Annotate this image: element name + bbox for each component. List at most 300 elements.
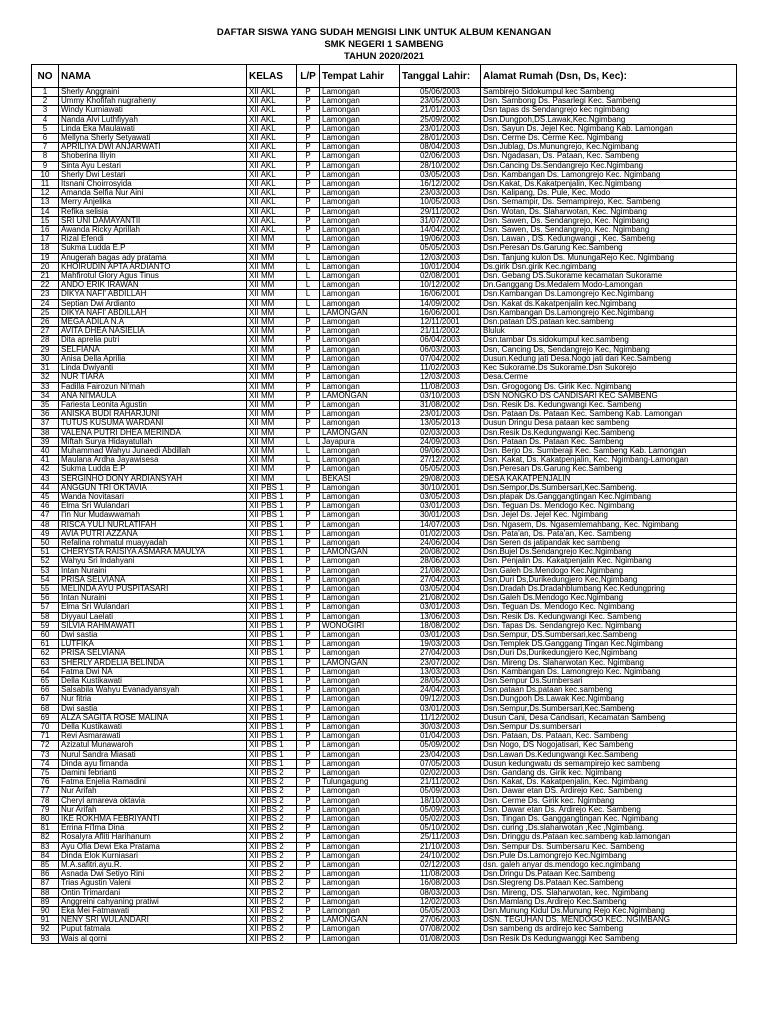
cell-kelas: XII PBS 1 [247,548,297,557]
cell-alamat: Dsn.Pule Ds.Lamongrejo Kec.Ngimbang [481,851,737,860]
cell-lp: P [297,566,320,575]
cell-tanggal-lahir: 02/03/2003 [400,428,481,437]
cell-nama: Diyyaul Laelati [59,612,247,621]
cell-lp: P [297,612,320,621]
cell-nama: RISCA YULI NURLATIFAH [59,520,247,529]
cell-tempat-lahir: Lamongan [320,640,400,649]
cell-kelas: XII MM [247,318,297,327]
cell-nama: Rizal Efendi [59,235,247,244]
cell-no: 75 [32,769,59,778]
table-row [32,226,737,235]
table-row [32,244,737,253]
cell-tanggal-lahir: 28/05/2003 [400,677,481,686]
cell-tanggal-lahir: 28/06/2003 [400,557,481,566]
cell-tempat-lahir: Lamongan [320,925,400,934]
cell-no: 69 [32,713,59,722]
table-row [32,575,737,584]
cell-tempat-lahir: Lamongan [320,106,400,115]
table-row [32,437,737,446]
cell-lp: P [297,897,320,906]
cell-alamat: Dsn Nogo, DS Nogojatisari, Kec Sambeng [481,741,737,750]
table-row [32,897,737,906]
cell-tanggal-lahir: 19/06/2003 [400,235,481,244]
cell-nama: SELFIANA [59,345,247,354]
table-row [32,566,737,575]
cell-alamat: Dsn. Kalipang, Ds. Pule, Kec. Modo [481,189,737,198]
table-row [32,713,737,722]
cell-alamat: Kec Sukorame.Ds Sukorame.Dsn Sukorejo [481,364,737,373]
cell-kelas: XII PBS 2 [247,842,297,851]
cell-kelas: XII MM [247,290,297,299]
cell-tanggal-lahir: 06/04/2003 [400,336,481,345]
cell-tempat-lahir: Lamongan [320,207,400,216]
cell-tanggal-lahir: 20/08/2002 [400,548,481,557]
cell-tempat-lahir: Lamongan [320,272,400,281]
cell-kelas: XII AKL [247,97,297,106]
cell-nama: Dinda Elok Kurniasari [59,851,247,860]
cell-nama: Windy Kurniawati [59,106,247,115]
cell-kelas: XII PBS 1 [247,557,297,566]
cell-nama: Fatma Enjelia Ramadini [59,778,247,787]
cell-tempat-lahir: Lamongan [320,345,400,354]
cell-no: 63 [32,658,59,667]
cell-kelas: XII AKL [247,170,297,179]
cell-no: 21 [32,272,59,281]
cell-kelas: XII AKL [247,134,297,143]
cell-no: 29 [32,345,59,354]
cell-alamat: Dn.Ganggang Ds.Medalem Modo-Lamongan [481,281,737,290]
cell-no: 55 [32,584,59,593]
cell-alamat: DESA KAKATPENJALIN [481,474,737,483]
cell-nama: Sherly Dwi Lestari [59,170,247,179]
cell-alamat: Sambirejo Sidokumpul kec Sambeng [481,88,737,97]
table-row [32,584,737,593]
cell-tempat-lahir: Lamongan [320,419,400,428]
cell-kelas: XII AKL [247,226,297,235]
cell-tempat-lahir: Lamongan [320,824,400,833]
cell-lp: L [297,456,320,465]
cell-alamat: Dsn.Peresan Ds.Garung Kec.Sambeng [481,465,737,474]
cell-lp: P [297,741,320,750]
cell-nama: Ayu Ofia Dewi Eka Pratama [59,842,247,851]
cell-tempat-lahir: Lamongan [320,327,400,336]
cell-no: 8 [32,152,59,161]
column-header-kelas: KELAS [247,65,297,88]
cell-tempat-lahir: Lamongan [320,667,400,676]
cell-lp: L [297,281,320,290]
cell-nama: ALZA SAGITA ROSE MALINA [59,713,247,722]
cell-alamat: Dsn.pataan Ds.pataan kec.sambeng [481,686,737,695]
cell-nama: Fariesta Leonita Agustin [59,400,247,409]
cell-kelas: XII PBS 1 [247,603,297,612]
cell-alamat: Dsn. Wotan, Ds. Slaharwotan, Kec. Ngimbang [481,207,737,216]
cell-nama: Trias Agustin Valeni [59,879,247,888]
cell-alamat: Dsn. Pataan Ds. Pataan Kec. Sambeng Kab. Lamongan [481,410,737,419]
cell-kelas: XII MM [247,308,297,317]
cell-no: 17 [32,235,59,244]
cell-alamat: Dsn.Kambangan Ds.Lamongrejo Kec.Ngimbang [481,308,737,317]
cell-kelas: XII PBS 2 [247,925,297,934]
cell-lp: P [297,226,320,235]
cell-tempat-lahir: Lamongan [320,649,400,658]
cell-kelas: XII MM [247,410,297,419]
table-row [32,759,737,768]
cell-nama: Nur Arifah [59,787,247,796]
cell-tempat-lahir: WONOGIRI [320,621,400,630]
cell-alamat: Dsn, Cancing Ds, Sendangrejo Kec, Ngimbang [481,345,737,354]
cell-kelas: XII PBS 1 [247,630,297,639]
cell-tanggal-lahir: 13/03/2003 [400,667,481,676]
cell-alamat: Ds.girik Dsn.girik Kec.ngimbang [481,262,737,271]
cell-lp: P [297,152,320,161]
cell-tempat-lahir: Lamongan [320,594,400,603]
cell-nama: Amanda Selfia Nur Aini [59,189,247,198]
cell-tanggal-lahir: 05/09/2002 [400,741,481,750]
cell-tempat-lahir: Lamongan [320,483,400,492]
cell-kelas: XII AKL [247,216,297,225]
cell-tempat-lahir: Lamongan [320,630,400,639]
cell-lp: P [297,621,320,630]
table-row [32,465,737,474]
cell-tanggal-lahir: 05/05/2003 [400,465,481,474]
table-row [32,189,737,198]
cell-no: 71 [32,732,59,741]
cell-tempat-lahir: Lamongan [320,180,400,189]
table-row [32,161,737,170]
cell-kelas: XII AKL [247,161,297,170]
cell-tanggal-lahir: 24/04/2003 [400,686,481,695]
table-row [32,861,737,870]
cell-lp: P [297,686,320,695]
cell-tanggal-lahir: 03/05/2004 [400,584,481,593]
cell-tanggal-lahir: 03/01/2003 [400,603,481,612]
cell-lp: P [297,216,320,225]
cell-no: 47 [32,511,59,520]
table-row [32,299,737,308]
cell-tanggal-lahir: 01/04/2003 [400,732,481,741]
cell-tanggal-lahir: 06/03/2003 [400,345,481,354]
cell-tempat-lahir: Lamongan [320,511,400,520]
cell-tempat-lahir: Lamongan [320,833,400,842]
table-row [32,483,737,492]
cell-no: 15 [32,216,59,225]
cell-tempat-lahir: LAMONGAN [320,428,400,437]
table-row [32,336,737,345]
cell-tanggal-lahir: 21/01/2003 [400,106,481,115]
cell-tempat-lahir: Lamongan [320,124,400,133]
column-header-tempat-lahir: Tempat Lahir [320,65,400,88]
cell-tanggal-lahir: 01/02/2003 [400,529,481,538]
student-table [31,64,737,944]
cell-kelas: XII PBS 1 [247,566,297,575]
table-row [32,382,737,391]
cell-no: 89 [32,897,59,906]
cell-kelas: XII MM [247,345,297,354]
cell-tanggal-lahir: 11/12/2002 [400,713,481,722]
cell-no: 66 [32,686,59,695]
cell-tempat-lahir: Lamongan [320,695,400,704]
cell-alamat: Dsn. curing ,Ds.slaharwotan ,Kec ,Ngimbang. [481,824,737,833]
cell-no: 50 [32,538,59,547]
cell-lp: P [297,106,320,115]
cell-nama: NUR TIARA [59,373,247,382]
table-row [32,833,737,842]
column-header-lp: L/P [297,65,320,88]
cell-tanggal-lahir: 28/10/2002 [400,161,481,170]
cell-alamat: Dsn.Sempur Ds.sumbersari [481,723,737,732]
cell-alamat: Dsn. Resik Ds. Kedungwangi Kec. Sambeng [481,400,737,409]
cell-tempat-lahir: Lamongan [320,446,400,455]
cell-kelas: XII MM [247,465,297,474]
cell-kelas: XII PBS 1 [247,658,297,667]
cell-kelas: XII AKL [247,115,297,124]
cell-lp: P [297,723,320,732]
cell-nama: Anisa Della Aprilia [59,354,247,363]
cell-lp: P [297,888,320,897]
cell-nama: M.A.safitri.ayu.R. [59,861,247,870]
cell-alamat: Dsn. Dawar etan Ds. Ardirejo Kec. Sambeng [481,805,737,814]
table-row [32,318,737,327]
cell-nama: Puput fatmala [59,925,247,934]
cell-tempat-lahir: Lamongan [320,262,400,271]
cell-lp: P [297,594,320,603]
cell-alamat: Dsn. Semampir, Ds. Semampirejo, Kec. Sambeng [481,198,737,207]
table-row [32,511,737,520]
cell-nama: SILVIA RAHMAWATI [59,621,247,630]
cell-no: 90 [32,907,59,916]
cell-tanggal-lahir: 09/06/2003 [400,446,481,455]
cell-no: 10 [32,170,59,179]
school-year: TAHUN 2020/2021 [343,51,425,62]
cell-nama: Nanda Alvi Luthfiyyah [59,115,247,124]
cell-nama: Ummy Khofifah nugraheny [59,97,247,106]
cell-no: 64 [32,667,59,676]
cell-tempat-lahir: Jayapura [320,437,400,446]
cell-kelas: XII PBS 1 [247,759,297,768]
cell-kelas: XII MM [247,262,297,271]
cell-nama: Sherly Anggraini [59,88,247,97]
cell-lp: P [297,189,320,198]
cell-nama: Shoberina Iliyin [59,152,247,161]
cell-alamat: Dsn.pataan DS.pataan kec.sambeng [481,318,737,327]
cell-tanggal-lahir: 10/01/2004 [400,262,481,271]
cell-tempat-lahir: Lamongan [320,815,400,824]
cell-tempat-lahir: Lamongan [320,851,400,860]
cell-no: 16 [32,226,59,235]
cell-alamat: Dsn. Tanjung kulon Ds. MunungaRejo Kec. Ngimbang [481,253,737,262]
cell-tempat-lahir: Lamongan [320,861,400,870]
cell-kelas: XII AKL [247,106,297,115]
cell-tempat-lahir: Lamongan [320,465,400,474]
table-row [32,520,737,529]
cell-alamat: Dsn.Cancing Ds.Sendangrejo Kec.Ngimbang [481,161,737,170]
cell-nama: Linda Eka Maulawati [59,124,247,133]
cell-no: 34 [32,391,59,400]
table-row [32,686,737,695]
document-header [0,27,768,63]
cell-tanggal-lahir: 03/01/2003 [400,704,481,713]
cell-alamat: Dsn. Mireng Ds. Slaharwotan Kec. Ngimbang [481,658,737,667]
cell-nama: Cheryl amareva oktavia [59,796,247,805]
cell-alamat: Dsn.Kambangan Ds.Lamongrejo Kec.Ngimbang [481,290,737,299]
cell-alamat: Dsn. Gebang DS.Sukorame kecamatan Sukorame [481,272,737,281]
cell-kelas: XII PBS 1 [247,594,297,603]
cell-tempat-lahir: Lamongan [320,290,400,299]
cell-lp: P [297,364,320,373]
table-row [32,115,737,124]
cell-nama: Azizatul Munawaroh [59,741,247,750]
cell-tanggal-lahir: 08/03/2003 [400,888,481,897]
cell-lp: L [297,446,320,455]
cell-tempat-lahir: Lamongan [320,732,400,741]
cell-lp: P [297,833,320,842]
cell-no: 91 [32,916,59,925]
cell-tempat-lahir: Lamongan [320,354,400,363]
cell-kelas: XII MM [247,382,297,391]
cell-lp: P [297,161,320,170]
cell-tempat-lahir: Lamongan [320,584,400,593]
cell-tanggal-lahir: 27/12/2002 [400,456,481,465]
cell-kelas: XII PBS 2 [247,907,297,916]
cell-kelas: XII PBS 1 [247,723,297,732]
table-row [32,400,737,409]
table-row [32,658,737,667]
cell-lp: P [297,198,320,207]
cell-tempat-lahir: Lamongan [320,888,400,897]
cell-alamat: Dusun.Kedung jati Desa.Nogo jati dari Kec.Sambeng [481,354,737,363]
cell-alamat: Dsn.Kakat, Ds.Kakatpenjalin, Kec.Ngimbang [481,180,737,189]
cell-nama: DIKYA NAFI' ABDILLAH [59,290,247,299]
cell-no: 26 [32,318,59,327]
table-row [32,180,737,189]
cell-lp: P [297,391,320,400]
cell-tanggal-lahir: 11/08/2003 [400,382,481,391]
cell-lp: P [297,603,320,612]
cell-lp: P [297,327,320,336]
cell-alamat: Dsn. Pataan Ds. Pataan Kec. Sambeng [481,437,737,446]
cell-kelas: XII MM [247,400,297,409]
cell-tanggal-lahir: 07/04/2002 [400,354,481,363]
cell-alamat: Dsn.Galeh Ds.Mendogo Kec.Ngimbang [481,594,737,603]
table-row [32,216,737,225]
cell-alamat: Dsn. Dawar etan DS. Ardirejo Kec. Sambeng [481,787,737,796]
cell-tempat-lahir: Lamongan [320,575,400,584]
table-row [32,529,737,538]
cell-kelas: XII PBS 1 [247,492,297,501]
cell-kelas: XII AKL [247,189,297,198]
cell-no: 20 [32,262,59,271]
cell-kelas: XII PBS 2 [247,815,297,824]
table-row [32,851,737,860]
cell-lp: P [297,492,320,501]
cell-tempat-lahir: Lamongan [320,373,400,382]
cell-tanggal-lahir: 27/06/2003 [400,916,481,925]
cell-lp: P [297,658,320,667]
cell-no: 23 [32,290,59,299]
cell-kelas: XII PBS 2 [247,897,297,906]
cell-kelas: XII PBS 1 [247,584,297,593]
table-row [32,345,737,354]
cell-nama: CHERYSTA RAISIYA ASMARA MAULYA [59,548,247,557]
cell-no: 53 [32,566,59,575]
cell-tanggal-lahir: 07/08/2002 [400,925,481,934]
cell-lp: P [297,410,320,419]
cell-no: 43 [32,474,59,483]
cell-tanggal-lahir: 19/03/2003 [400,640,481,649]
cell-kelas: XII PBS 1 [247,612,297,621]
cell-nama: Dita aprelia putri [59,336,247,345]
table-row [32,391,737,400]
cell-tanggal-lahir: 05/10/2002 [400,824,481,833]
cell-alamat: Dsn.tambar Ds.sidokumpul kec.sambeng [481,336,737,345]
cell-no: 39 [32,437,59,446]
cell-kelas: XII PBS 1 [247,529,297,538]
cell-tempat-lahir: Lamongan [320,502,400,511]
cell-no: 52 [32,557,59,566]
cell-no: 54 [32,575,59,584]
cell-tanggal-lahir: 07/05/2003 [400,759,481,768]
table-row [32,106,737,115]
cell-nama: Errina Fi'lma Dina [59,824,247,833]
cell-kelas: XII PBS 1 [247,538,297,547]
cell-tempat-lahir: Lamongan [320,492,400,501]
cell-tempat-lahir: Lamongan [320,704,400,713]
cell-tanggal-lahir: 23/03/2003 [400,189,481,198]
cell-kelas: XII PBS 1 [247,741,297,750]
cell-alamat: Dsn. Pataan, Ds. Pataan, Kec. Sambeng [481,732,737,741]
table-row [32,824,737,833]
table-row [32,134,737,143]
cell-nama: Rosalyra Afliti Harihanum [59,833,247,842]
cell-tempat-lahir: Lamongan [320,879,400,888]
cell-nama: NENY SRI WULANDARI [59,916,247,925]
cell-nama: Nur Arifah [59,805,247,814]
cell-kelas: XII AKL [247,88,297,97]
cell-alamat: Dsn,Duri Ds,Durikedungjero Kec,Ngimbang [481,575,737,584]
cell-no: 42 [32,465,59,474]
cell-no: 57 [32,603,59,612]
cell-kelas: XII PBS 1 [247,713,297,722]
cell-kelas: XII PBS 1 [247,677,297,686]
cell-lp: L [297,474,320,483]
cell-alamat: Dsn Resik Ds Kedungwanggi Kec Sambeng [481,934,737,943]
cell-alamat: Dsn.Sempur Ds.Sumbersari [481,677,737,686]
cell-alamat: Dsn,Duri Ds,Durikedungjero Kec,Ngimbang [481,649,737,658]
cell-nama: SRI UNI DAMAYANTII [59,216,247,225]
cell-alamat: Dsn. Penjalin Ds. Kakatpenjalin Kec. Ngimbang [481,557,737,566]
cell-lp: P [297,170,320,179]
cell-tanggal-lahir: 14/04/2002 [400,226,481,235]
cell-no: 74 [32,759,59,768]
cell-tanggal-lahir: 21/08/2002 [400,566,481,575]
cell-alamat: Dsn. Teguan Ds. Mendogo Kec. Ngimbang [481,603,737,612]
cell-lp: P [297,382,320,391]
cell-nama: I'in Nur Mudawwamah [59,511,247,520]
cell-lp: P [297,649,320,658]
cell-lp: P [297,465,320,474]
cell-tanggal-lahir: 11/02/2003 [400,364,481,373]
cell-no: 22 [32,281,59,290]
cell-nama: Damini febrianti [59,769,247,778]
cell-alamat: Dsn sambeng ds ardirejo kec Sambeng [481,925,737,934]
cell-no: 18 [32,244,59,253]
cell-no: 87 [32,879,59,888]
cell-kelas: XII PBS 1 [247,483,297,492]
cell-nama: Maulana Ardha Jayawisesa [59,456,247,465]
cell-tempat-lahir: Lamongan [320,769,400,778]
cell-lp: P [297,704,320,713]
table-row [32,704,737,713]
